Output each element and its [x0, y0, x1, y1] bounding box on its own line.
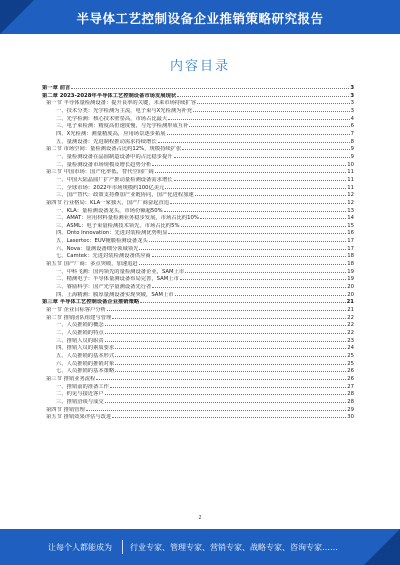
- toc-leader-dots: [200, 214, 346, 219]
- toc-entry-text: 五、量测设备：先进制程推动需求持续增长: [56, 138, 157, 145]
- toc-entry-text: 一、中科飞测：国内领先的量检测设备企业，SAM上市: [56, 268, 185, 275]
- toc-leader-dots: [105, 390, 347, 395]
- toc-leader-dots: [139, 245, 346, 250]
- toc-entry[interactable]: [42, 214, 354, 222]
- toc-leader-dots: [195, 191, 347, 196]
- toc-leader-dots: [105, 337, 347, 342]
- toc-entry-text: 第五节 国产厂商：多点突破，加速追赶: [46, 261, 138, 268]
- toc-entry[interactable]: [42, 321, 354, 329]
- toc-leader-dots: [152, 283, 346, 288]
- toc-entry-page: 3: [350, 107, 354, 114]
- toc-entry-text: 二、精测电子：半导体量测设备布局完善，SAM上市: [56, 276, 179, 283]
- toc-leader-dots: [177, 92, 349, 97]
- toc-entry-text: 二、AMAT：应用材料量检测业务稳步发展，市场占比约10%: [56, 215, 199, 222]
- page-header: [0, 0, 400, 34]
- toc-entry-page: 12: [347, 192, 354, 199]
- toc-leader-dots: [105, 321, 347, 326]
- toc-entry[interactable]: [42, 390, 354, 398]
- toc-entry-page: 11: [347, 176, 354, 183]
- toc-leader-dots: [86, 406, 346, 411]
- toc-leader-dots: [107, 306, 346, 311]
- toc-entry-page: 19: [347, 268, 354, 275]
- toc-entry-page: 3: [350, 85, 354, 91]
- toc-entry-text: 四、上海精测：膜厚量测设备实现突破，SAM上市: [56, 291, 174, 298]
- toc-entry-text: 第三节 推销业务流程: [46, 375, 96, 382]
- toc-leader-dots: [139, 260, 347, 265]
- toc-entry-page: 4: [350, 115, 354, 122]
- toc-entry[interactable]: [42, 199, 354, 207]
- toc-entry-page: 19: [347, 276, 354, 283]
- toc-entry[interactable]: [42, 145, 354, 153]
- toc-entry[interactable]: [42, 329, 354, 337]
- toc-entry-text: 第一节 企业目标客户分析: [46, 307, 106, 314]
- toc-entry-text: 一、KLA：量检测设备龙头，市场份额超50%: [56, 207, 163, 214]
- toc-entry[interactable]: [42, 138, 354, 146]
- toc-entry-page: 13: [347, 207, 354, 214]
- toc-entry[interactable]: [42, 168, 354, 176]
- toc-entry-page: 10: [347, 161, 354, 168]
- toc-leader-dots: [174, 153, 350, 158]
- toc-entry-page: 3: [350, 92, 354, 99]
- toc-entry-text: 六、人员推销的推销对象: [56, 360, 115, 367]
- toc-leader-dots: [110, 383, 346, 388]
- toc-entry-text: 第五节 推销效果评估与改进: [46, 414, 112, 421]
- toc-entry-text: 二、量检测设备市场规模及增长趋势分析: [56, 161, 152, 168]
- toc-entry-page: 21: [347, 307, 354, 314]
- toc-entry-page: 9: [350, 153, 354, 160]
- toc-entry-page: 27: [347, 383, 354, 390]
- toc-entry-text: 四、X光检测：测量精度高，应用场景逐步拓展: [56, 130, 166, 137]
- toc-entry[interactable]: [42, 314, 354, 322]
- toc-entry[interactable]: [42, 406, 354, 414]
- toc-entry-page: 24: [347, 345, 354, 352]
- toc-leader-dots: [189, 122, 349, 127]
- toc-entry-text: 二、光学检测：核心技术壁垒高，市场占比最大: [56, 115, 168, 122]
- toc-entry[interactable]: [42, 413, 354, 421]
- toc-entry[interactable]: [42, 84, 354, 92]
- toc-entry-text: 四、推销人员的素质要求: [56, 345, 115, 352]
- toc-entry-text: 第三节 中国市场：国产化率低，替代空间广阔: [46, 169, 154, 176]
- toc-entry-page: 16: [347, 230, 354, 237]
- toc-leader-dots: [115, 360, 346, 365]
- footer-separator: [122, 540, 123, 554]
- toc-entry-page: 25: [347, 352, 354, 359]
- toc-leader-dots: [181, 222, 347, 227]
- toc-leader-dots: [115, 367, 346, 372]
- toc-entry-text: 五、Lasertec：EUV掩膜检测设备龙头: [56, 238, 148, 245]
- toc-leader-dots: [152, 252, 347, 257]
- toc-entry[interactable]: [42, 161, 354, 169]
- toc-entry-text: 第一节 半导体量检测设备：提升良率的关键，未来市场持续扩容: [46, 100, 196, 107]
- toc-entry-text: 五、人员推销的基本形式: [56, 352, 115, 359]
- toc-entry-text: 第四节 行业格局：KLA一家独大，国产厂商奋起直追: [46, 199, 170, 206]
- toc-leader-dots: [174, 176, 347, 181]
- toc-leader-dots: [167, 130, 350, 135]
- toc-leader-dots: [170, 199, 346, 204]
- toc-entry[interactable]: [42, 130, 354, 138]
- toc-entry[interactable]: [42, 222, 354, 230]
- toc-entry-page: 22: [347, 314, 354, 321]
- toc-entry-page: 17: [347, 238, 354, 245]
- toc-entry-page: 7: [350, 130, 354, 137]
- toc-leader-dots: [105, 398, 347, 403]
- toc-entry-text: 一、技术分类：光学检测为主流，电子束与X光检测为补充: [56, 107, 193, 114]
- toc-entry[interactable]: [42, 260, 354, 268]
- toc-entry[interactable]: [42, 360, 354, 368]
- toc-entry-page: 30: [347, 414, 354, 421]
- toc-entry-page: 20: [347, 291, 354, 298]
- toc-entry-text: 七、Camtek：先进封装检测设备供应商: [56, 253, 151, 260]
- toc-entry[interactable]: [42, 184, 354, 192]
- toc-entry[interactable]: [42, 275, 354, 283]
- toc-entry-page: 28: [347, 391, 354, 398]
- toc-leader-dots: [115, 352, 346, 357]
- toc-entry[interactable]: [42, 337, 354, 345]
- toc-entry[interactable]: [42, 245, 354, 253]
- toc-entry[interactable]: [42, 283, 354, 291]
- toc-entry-page: 12: [347, 199, 354, 206]
- toc-leader-dots: [165, 184, 346, 189]
- toc-entry-page: 17: [347, 245, 354, 252]
- toc-entry-page: 25: [347, 360, 354, 367]
- toc-entry-page: 22: [347, 330, 354, 336]
- toc-entry-page: 29: [347, 406, 354, 413]
- toc-entry-text: 六、Nova：量测设备细分领域领先: [56, 245, 139, 252]
- toc-entry[interactable]: [42, 107, 354, 115]
- toc-entry-text: 第三章 半导体工艺控制设备企业推销策略: [42, 299, 140, 306]
- toc-entry-text: 一、量检测设备在晶圆制造设备中的占比稳步提升: [56, 153, 173, 160]
- toc-entry[interactable]: [42, 344, 354, 352]
- toc-leader-dots: [164, 207, 347, 212]
- toc-entry[interactable]: [42, 268, 354, 276]
- toc-entry-text: 二、全球市场：2022年市场规模约100亿美元: [56, 184, 165, 191]
- toc-entry[interactable]: [42, 207, 354, 215]
- toc-entry-page: 14: [347, 215, 354, 222]
- toc-entry[interactable]: [42, 398, 354, 406]
- toc-leader-dots: [168, 115, 349, 120]
- toc-leader-dots: [180, 275, 346, 280]
- toc-entry-text: 二、人员推销的特点: [56, 330, 104, 336]
- toc-entry-page: 18: [347, 261, 354, 268]
- toc-entry-text: 一、推销前的准备工作: [56, 383, 109, 390]
- toc-entry-page: 3: [350, 100, 354, 107]
- toc-entry-page: 15: [347, 222, 354, 229]
- toc-leader-dots: [193, 107, 350, 112]
- toc-entry[interactable]: [42, 153, 354, 161]
- toc-entry[interactable]: [42, 352, 354, 360]
- toc-entry[interactable]: [42, 298, 354, 306]
- table-of-contents: [42, 84, 354, 421]
- report-title: 半导体工艺控制设备企业推销策略研究报告: [76, 11, 324, 26]
- toc-entry[interactable]: [42, 237, 354, 245]
- toc-leader-dots: [96, 375, 346, 380]
- toc-entry-text: 第四节 推销管理: [46, 406, 85, 413]
- toc-entry-text: 二、约见与接近客户: [56, 391, 104, 398]
- toc-entry-page: 26: [347, 375, 354, 382]
- toc-leader-dots: [182, 145, 349, 150]
- toc-entry[interactable]: [42, 122, 354, 130]
- toc-entry-text: 三、推销洽谈与成交: [56, 398, 104, 405]
- toc-entry[interactable]: [42, 383, 354, 391]
- footer-corner-decoration: [364, 529, 400, 565]
- toc-entry-page: 22: [347, 322, 354, 329]
- toc-entry[interactable]: [42, 229, 354, 237]
- footer-slogan-left: 让每个人都能成为: [48, 543, 112, 552]
- toc-leader-dots: [185, 268, 346, 273]
- toc-entry-page: 9: [350, 146, 354, 153]
- toc-leader-dots: [112, 314, 346, 319]
- toc-entry-text: 第二章 2023-2028年半导体工艺控制设备市场发展现状: [42, 92, 177, 99]
- toc-leader-dots: [105, 329, 347, 334]
- toc-entry-page: 18: [347, 253, 354, 260]
- toc-entry-page: 26: [347, 368, 354, 375]
- toc-entry-text: 七、人员推销的基本策略: [56, 368, 115, 375]
- toc-leader-dots: [71, 84, 349, 89]
- toc-entry[interactable]: [42, 375, 354, 383]
- toc-entry[interactable]: [42, 176, 354, 184]
- toc-leader-dots: [112, 413, 346, 418]
- toc-leader-dots: [197, 99, 350, 104]
- toc-leader-dots: [149, 237, 346, 242]
- toc-entry-page: 11: [347, 184, 354, 191]
- toc-entry[interactable]: [42, 191, 354, 199]
- toc-entry[interactable]: [42, 115, 354, 123]
- toc-leader-dots: [152, 161, 346, 166]
- toc-entry-text: 三、国产替代：政策支持叠加产业链协同，国产化进程加速: [56, 192, 194, 199]
- toc-entry-page: 11: [347, 169, 354, 176]
- toc-entry-text: 四、Onto Innovation：先进封装检测优势明显: [56, 230, 168, 237]
- toc-leader-dots: [158, 138, 350, 143]
- toc-entry[interactable]: [42, 306, 354, 314]
- toc-entry-text: 第二节 推销团队组建与管理: [46, 314, 112, 321]
- page-number: 2: [198, 515, 202, 521]
- page-footer: [0, 529, 400, 565]
- toc-entry[interactable]: [42, 92, 354, 100]
- toc-entry-text: 一、中国大陆晶圆厂扩产推动量检测设备需求增长: [56, 176, 173, 183]
- toc-entry-text: 三、电子束检测：精度高但速度慢，与光学检测形成互补: [56, 123, 189, 130]
- toc-entry-text: 三、推销人员的职责: [56, 337, 104, 344]
- toc-leader-dots: [115, 344, 346, 349]
- toc-entry-page: 23: [347, 337, 354, 344]
- toc-entry-text: 三、睿励科学：国产光学量测设备先行者: [56, 284, 152, 291]
- toc-entry-page: 8: [350, 138, 354, 145]
- toc-entry-text: 第一章 前言: [42, 85, 71, 91]
- toc-entry[interactable]: [42, 367, 354, 375]
- toc-entry-page: 28: [347, 398, 354, 405]
- toc-entry-page: 20: [347, 284, 354, 291]
- toc-entry-text: 三、ASML：电子束量检测技术领先，市场占比约5%: [56, 222, 180, 229]
- toc-leader-dots: [168, 229, 346, 234]
- toc-heading: 内容目录: [169, 59, 230, 74]
- toc-entry[interactable]: [42, 99, 354, 107]
- toc-entry-page: 21: [346, 299, 354, 306]
- toc-entry-page: 6: [350, 123, 354, 130]
- toc-entry-text: 一、人员推销的概念: [56, 322, 104, 329]
- toc-entry-text: 第二节 市场空间：量检测设备占比约12%，规模持续扩张: [46, 146, 182, 153]
- toc-leader-dots: [155, 168, 347, 173]
- toc-leader-dots: [140, 298, 345, 303]
- toc-entry[interactable]: [42, 252, 354, 260]
- toc-entry[interactable]: [42, 291, 354, 299]
- footer-slogan-right: 行业专家、管理专家、营销专家、战略专家、咨询专家……: [130, 543, 338, 552]
- toc-leader-dots: [175, 291, 347, 296]
